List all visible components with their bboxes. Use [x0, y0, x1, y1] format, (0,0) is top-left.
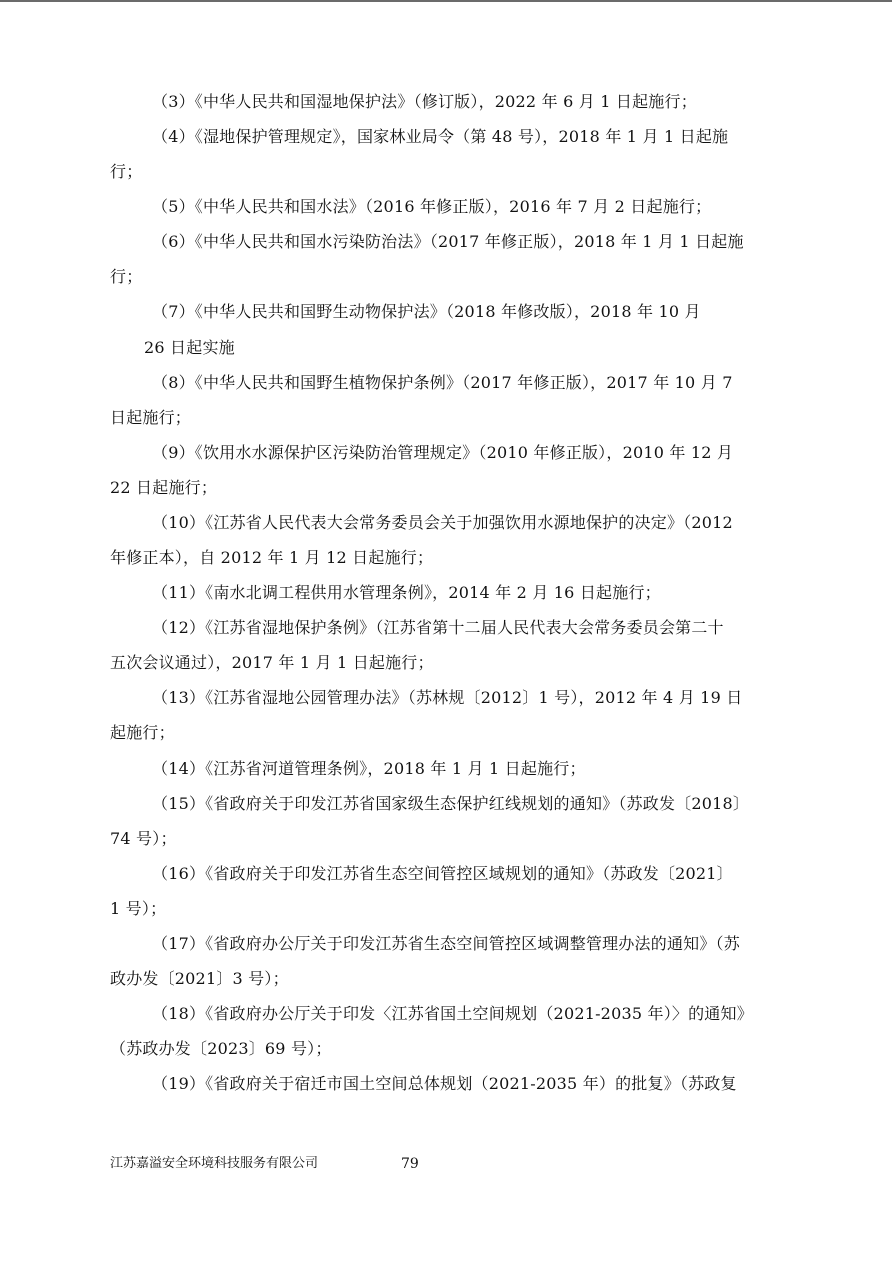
- list-item-line: （14）《江苏省河道管理条例》，2018 年 1 月 1 日起施行；: [152, 759, 586, 778]
- list-item-continuation: 起施行；: [110, 723, 175, 742]
- list-item-continuation: 22 日起施行；: [110, 478, 218, 497]
- list-item-line: （15）《省政府关于印发江苏省国家级生态保护红线规划的通知》（苏政发〔2018〕: [152, 794, 750, 813]
- list-item-continuation: 74 号）；: [110, 829, 177, 848]
- list-item-line: （13）《江苏省湿地公园管理办法》（苏林规〔2012〕1 号），2012 年 4 月 19 日: [152, 688, 743, 707]
- list-item-continuation: 行；: [110, 267, 143, 286]
- top-border-line: [0, 0, 892, 2]
- list-item-line: （4）《湿地保护管理规定》，国家林业局令（第 48 号），2018 年 1 月 1 日起施: [152, 127, 729, 146]
- list-item-line: （19）《省政府关于宿迁市国土空间总体规划（2021-2035 年）的批复》（苏政复: [152, 1074, 737, 1093]
- list-item-continuation: 日起施行；: [110, 408, 192, 427]
- list-item-continuation: 政办发〔2021〕3 号）；: [110, 969, 289, 988]
- list-item-continuation: （苏政办发〔2023〕69 号）；: [110, 1039, 332, 1058]
- list-item-line: （5）《中华人民共和国水法》（2016 年修正版），2016 年 7 月 2 日起施行；: [152, 197, 712, 216]
- page-number: 79: [401, 1156, 419, 1172]
- list-item-continuation: 26 日起实施: [144, 338, 235, 357]
- list-item-line: （10）《江苏省人民代表大会常务委员会关于加强饮用水源地保护的决定》（2012: [152, 513, 733, 532]
- list-item-line: （18）《省政府办公厅关于印发〈江苏省国土空间规划（2021-2035 年）〉的通知》: [152, 1004, 753, 1023]
- footer-company-name: 江苏嘉溢安全环境科技服务有限公司: [110, 1156, 319, 1171]
- list-item-continuation: 五次会议通过），2017 年 1 月 1 日起施行；: [110, 653, 434, 672]
- list-item-line: （6）《中华人民共和国水污染防治法》（2017 年修正版），2018 年 1 月 1 日起施: [152, 232, 744, 251]
- list-item-line: （17）《省政府办公厅关于印发江苏省生态空间管控区域调整管理办法的通知》（苏: [152, 934, 740, 953]
- list-item-line: （9）《饮用水水源保护区污染防治管理规定》（2010 年修正版），2010 年 12 月: [152, 443, 734, 462]
- list-item-line: （8）《中华人民共和国野生植物保护条例》（2017 年修正版），2017 年 10 月 7: [152, 373, 733, 392]
- list-item-line: （3）《中华人民共和国湿地保护法》（修订版），2022 年 6 月 1 日起施行；: [152, 92, 697, 111]
- list-item-line: （7）《中华人民共和国野生动物保护法》（2018 年修改版），2018 年 10 月: [152, 302, 701, 321]
- list-item-line: （12）《江苏省湿地保护条例》（江苏省第十二届人民代表大会常务委员会第二十: [152, 618, 724, 637]
- list-item-line: （11）《南水北调工程供用水管理条例》，2014 年 2 月 16 日起施行；: [152, 583, 661, 602]
- list-item-continuation: 年修正本），自 2012 年 1 月 12 日起施行；: [110, 548, 434, 567]
- list-item-line: （16）《省政府关于印发江苏省生态空间管控区域规划的通知》（苏政发〔2021〕: [152, 864, 733, 883]
- list-item-continuation: 1 号）；: [110, 899, 167, 918]
- list-item-continuation: 行；: [110, 162, 143, 181]
